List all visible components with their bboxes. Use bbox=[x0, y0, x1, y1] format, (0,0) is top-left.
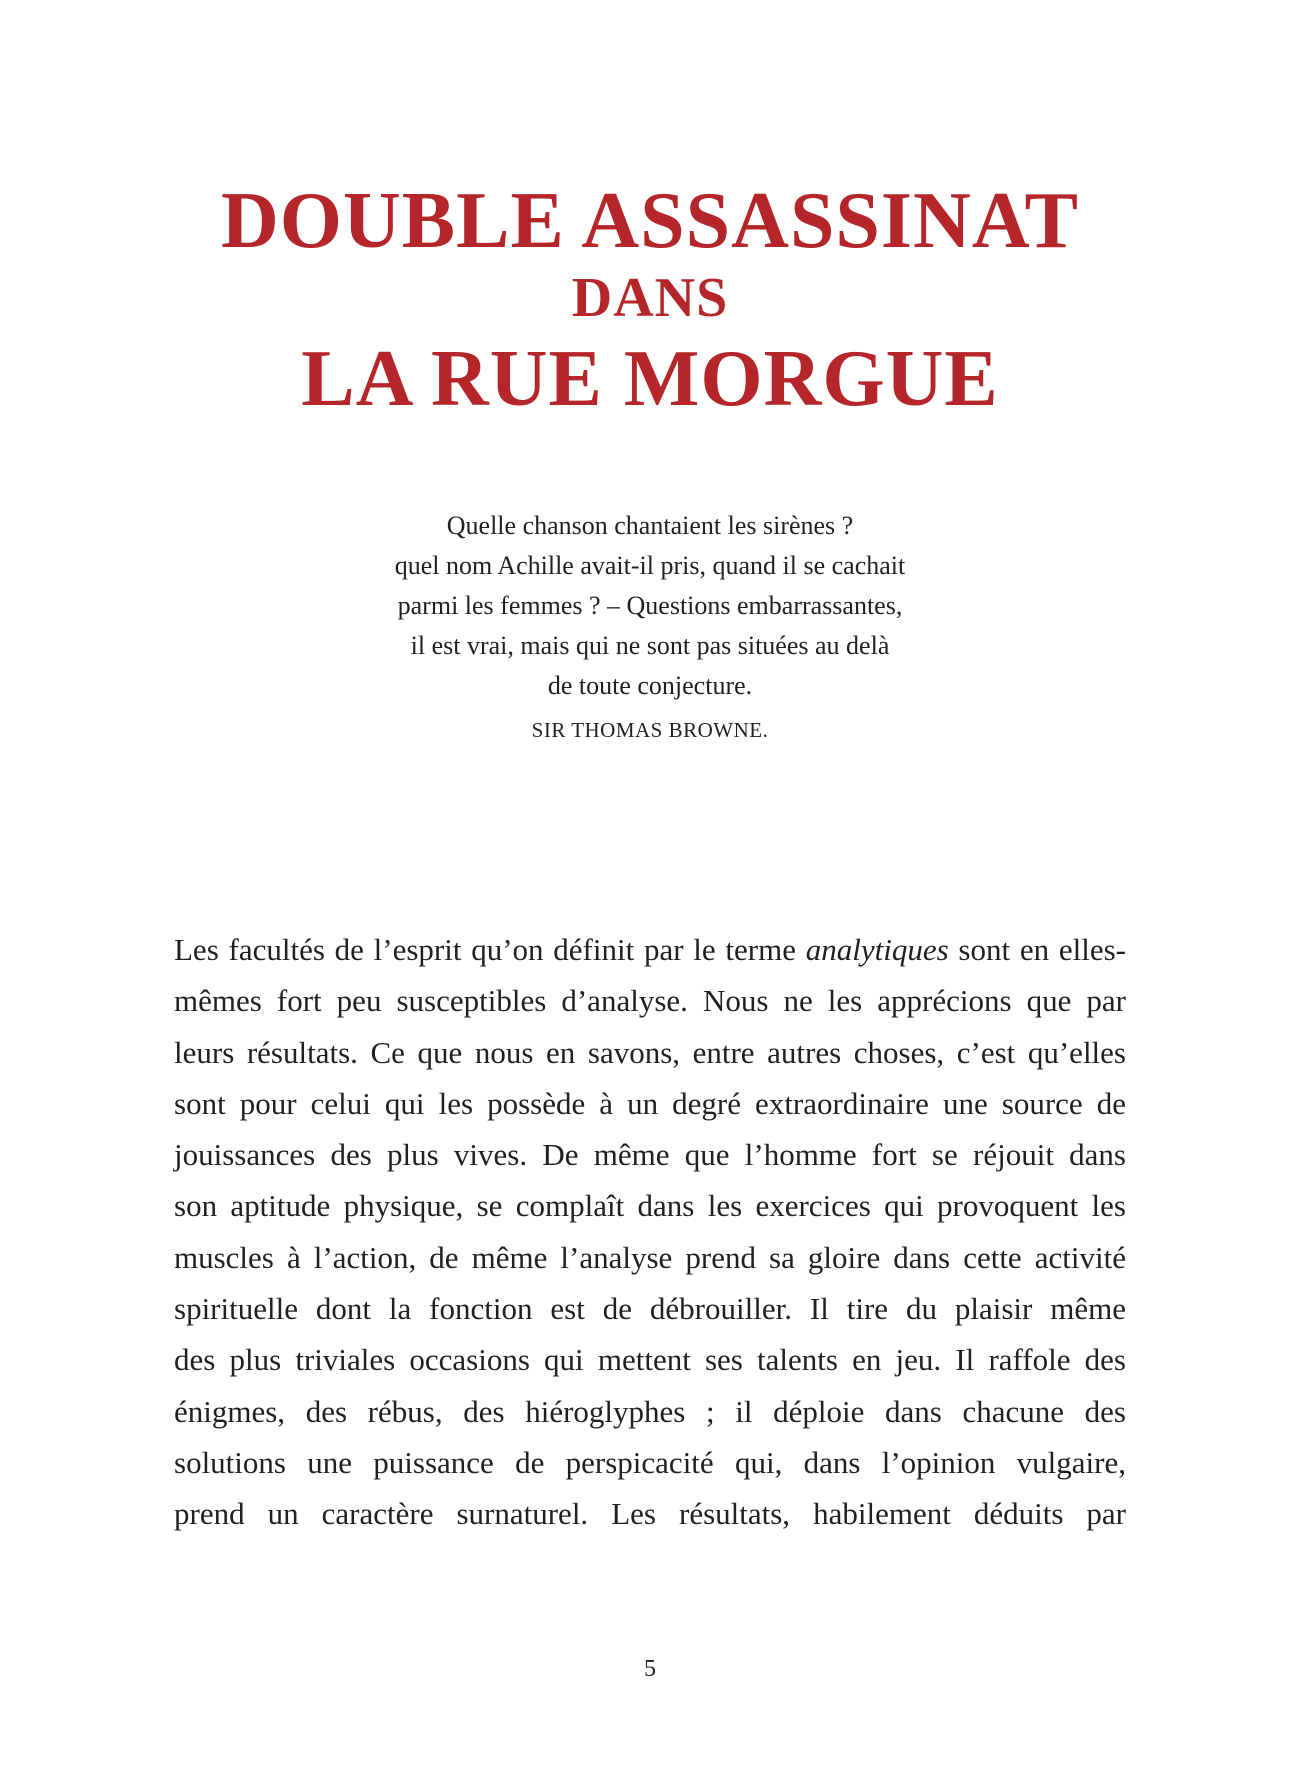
title-line-2: DANS bbox=[571, 267, 729, 329]
italic-term: analytiques bbox=[805, 932, 949, 967]
body-line: énigmes, des rébus, des hiéroglyphes ; il déploie dans chacune des bbox=[174, 1393, 1126, 1429]
body-line-text: Les facultés de l’esprit qu’on définit par le terme bbox=[174, 932, 806, 967]
page-number: 5 bbox=[644, 1656, 656, 1682]
body-line: leurs résultats. Ce que nous en savons, entre autres choses, c’est qu’elles bbox=[174, 1034, 1126, 1070]
title-line-1: DOUBLE ASSASSINAT bbox=[220, 177, 1080, 265]
epigraph-line: il est vrai, mais qui ne sont pas situées au delà bbox=[410, 631, 890, 660]
body-paragraph bbox=[174, 924, 1126, 1540]
body-line: solutions une puissance de perspicacité qui, dans l’opinion vulgaire, bbox=[174, 1444, 1126, 1480]
title-line-3: LA RUE MORGUE bbox=[301, 335, 999, 423]
body-line: des plus triviales occasions qui mettent ses talents en jeu. Il raffole des bbox=[174, 1342, 1126, 1378]
epigraph-line: de toute conjecture. bbox=[547, 671, 753, 700]
epigraph-line: parmi les femmes ? – Questions embarrassantes, bbox=[397, 591, 903, 620]
body-line: mêmes fort peu susceptibles d’analyse. Nous ne les apprécions que par bbox=[174, 983, 1126, 1019]
epigraph bbox=[350, 506, 950, 706]
body-line: jouissances des plus vives. De même que l’homme fort se réjouit dans bbox=[174, 1137, 1126, 1173]
body-line: sont pour celui qui les possède à un degré extraordinaire une source de bbox=[174, 1085, 1126, 1121]
body-line: prend un caractère surnaturel. Les résultats, habilement déduits par bbox=[174, 1496, 1126, 1532]
epigraph-line: Quelle chanson chantaient les sirènes ? bbox=[446, 511, 854, 540]
epigraph-author: SIR THOMAS BROWNE. bbox=[531, 718, 769, 742]
body-line-text: sont en elles- bbox=[948, 932, 1126, 967]
body-line: spirituelle dont la fonction est de débrouiller. Il tire du plaisir même bbox=[174, 1291, 1126, 1327]
body-line: son aptitude physique, se complaît dans les exercices qui provoquent les bbox=[174, 1188, 1126, 1224]
epigraph-line: quel nom Achille avait-il pris, quand il se cachait bbox=[394, 551, 906, 580]
body-line bbox=[174, 924, 1126, 975]
body-line: muscles à l’action, de même l’analyse prend sa gloire dans cette activité bbox=[174, 1239, 1126, 1275]
